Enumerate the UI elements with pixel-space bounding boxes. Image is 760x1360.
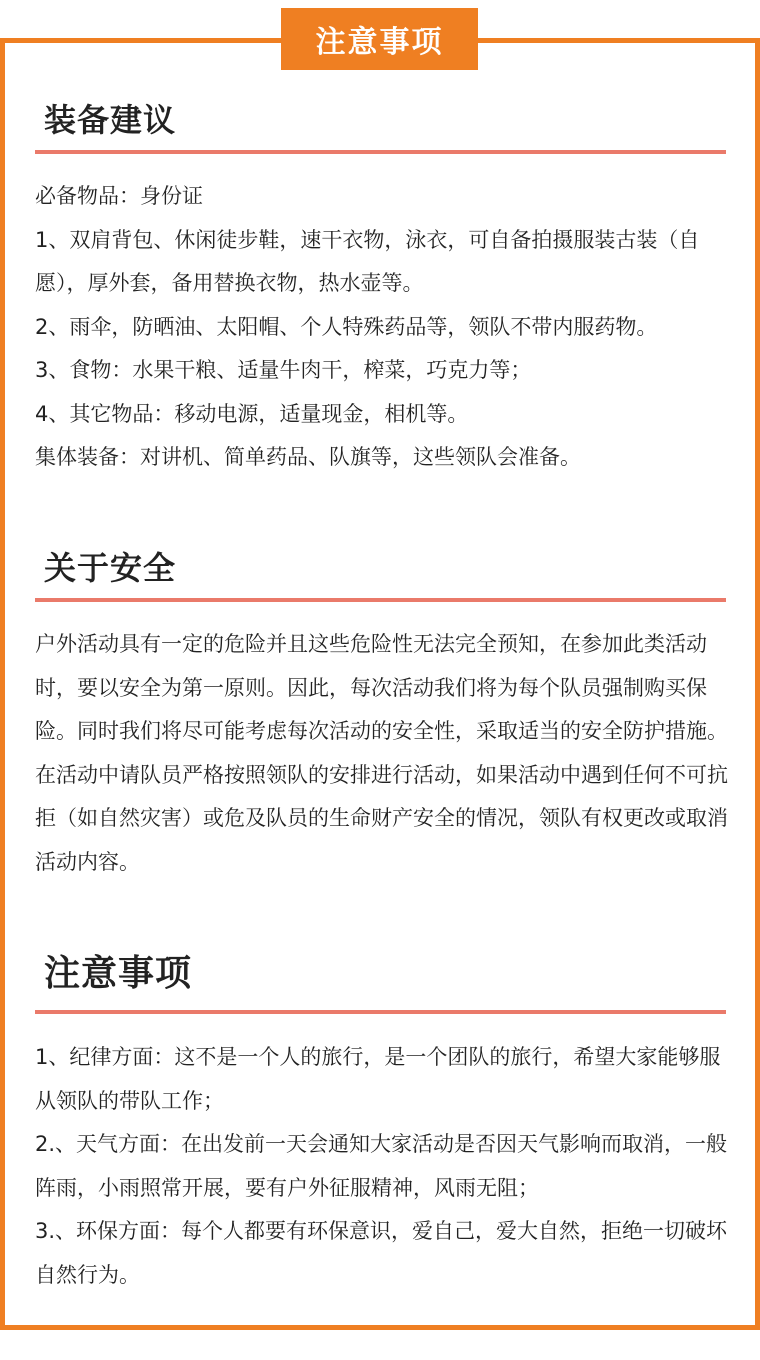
header-tab: 注意事项 [281,8,478,70]
section-body-equipment [35,175,730,480]
paragraph: 必备物品：身份证 [35,184,203,208]
section-divider [35,150,726,154]
section-title-safety: 关于安全 [44,549,177,587]
section-title-equipment: 装备建议 [44,101,177,139]
section-body-notes [35,1036,730,1297]
paragraph: 3.、环保方面：每个人都要有环保意识，爱自己，爱大自然，拒绝一切破坏自然行为。 [35,1219,728,1287]
paragraph: 4、其它物品：移动电源，适量现金，相机等。 [35,401,469,426]
paragraph: 3、食物：水果干粮、适量牛肉干，榨菜，巧克力等； [35,358,532,382]
paragraph: 2、雨伞，防晒油、太阳帽、个人特殊药品等，领队不带内服药物。 [35,314,658,339]
paragraph: 户外活动具有一定的危险并且这些危险性无法完全预知，在参加此类活动时，要以安全为第一原则。因此，每次活动我们将为每个队员强制购买保险。同时我们将尽可能考虑每次活动的安全性，采取适当的安全防护措施。在活动中请队员严格按照领队的安排进行活动，如果活动中遇到任何不可抗拒（如自然灾害）或危及队员的生命财产安全的情况，领队有权更改或取消活动内容。 [35,632,728,874]
paragraph: 1、双肩背包、休闲徒步鞋，速干衣物，泳衣，可自备拍摄服装古装（自愿），厚外套，备用替换衣物，热水壶等。 [35,227,700,295]
section-title-notes: 注意事项 [44,953,193,994]
paragraph: 集体装备：对讲机、简单药品、队旗等，这些领队会准备。 [35,445,581,469]
section-body-safety [35,623,730,884]
paragraph: 2.、天气方面：在出发前一天会通知大家活动是否因天气影响而取消，一般阵雨，小雨照常开展，要有户外征服精神，风雨无阻； [35,1132,728,1200]
section-divider [35,1010,726,1014]
section-divider [35,598,726,602]
paragraph: 1、纪律方面：这不是一个人的旅行，是一个团队的旅行，希望大家能够服从领队的带队工作； [35,1045,721,1113]
